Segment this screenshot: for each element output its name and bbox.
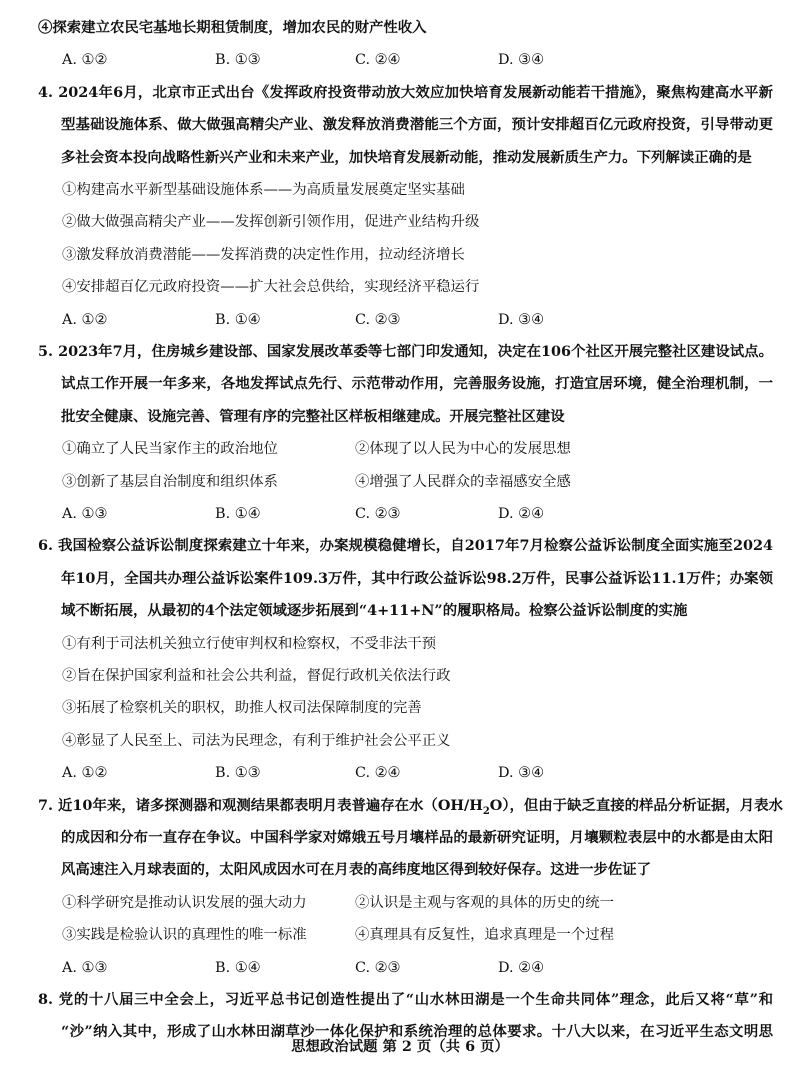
q4-item-3: ③激发释放消费潜能——发挥消费的决定性作用，拉动经济增长 (62, 246, 465, 263)
option-a: A. ①③ (62, 959, 108, 976)
q6-item-4: ④彰显了人民至上、司法为民理念，有利于维护社会公平正义 (62, 732, 451, 749)
q5-item-1: ①确立了人民当家作主的政治地位 (62, 441, 278, 458)
q7-items-row-2 (38, 925, 773, 945)
option-d: D. ②④ (498, 506, 544, 522)
q7-options (38, 958, 773, 978)
q5-items-row-2 (38, 472, 773, 492)
option-b: B. ①③ (215, 52, 261, 69)
option-a: A. ①③ (62, 506, 108, 522)
q7-item-4: ④真理具有反复性，追求真理是一个过程 (355, 927, 615, 944)
option-b: B. ①④ (215, 506, 261, 522)
q3-options (38, 50, 773, 70)
option-c: C. ②③ (355, 506, 401, 522)
q7-item-1: ①科学研究是推动认识发展的强大动力 (62, 894, 307, 911)
q5-item-3: ③创新了基层自治制度和组织体系 (62, 473, 278, 490)
q5-options (38, 504, 773, 524)
option-c: C. ②③ (355, 959, 401, 976)
subscript-2: 2 (482, 805, 490, 817)
option-a: A. ①② (62, 52, 108, 69)
q6-stem-line-2: 年10月，全国共办理公益诉讼案件109.3万件，其中行政公益诉讼98.2万件，民事公益诉讼11.1万件；办案领 (61, 569, 773, 587)
q6-stem-line-1: 6. 我国检察公益诉讼制度探索建立十年来，办案规模稳健增长，自2017年7月检察公益诉讼制度全面实施至2024 (38, 537, 773, 555)
option-d: D. ③④ (498, 765, 544, 782)
option-b: B. ①③ (215, 765, 261, 782)
q7-stem-line-2: 的成因和分布一直存在争议。中国科学家对嫦娥五号月壤样品的最新研究证明，月壤颗粒表层中的水都是由太阳 (61, 829, 773, 846)
q4-item-4: ④安排超百亿元政府投资——扩大社会总供给，实现经济平稳运行 (62, 279, 480, 296)
q7-item-2: ②认识是主观与客观的具体的历史的统一 (355, 894, 615, 911)
q6-stem-line-3: 域不断拓展，从最初的4个法定领域逐步拓展到“4+11+N”的履职格局。检察公益诉讼制度的实施 (61, 602, 688, 620)
q7-item-3: ③实践是检验认识的真理性的唯一标准 (62, 927, 307, 944)
option-c: C. ②④ (355, 52, 401, 69)
option-c: C. ②③ (355, 311, 401, 328)
q5-stem-line-3: 批安全健康、设施完善、管理有序的完整社区样板相继建成。开展完整社区建设 (61, 407, 565, 425)
q7-items-row-1 (38, 893, 773, 913)
q6-item-3: ③拓展了检察机关的职权，助推人权司法保障制度的完善 (62, 700, 422, 717)
q5-items-row-1 (38, 439, 773, 459)
q5-item-4: ④增强了人民群众的幸福感安全感 (355, 473, 571, 490)
option-a: A. ①② (62, 765, 108, 782)
option-b: B. ①④ (215, 959, 261, 976)
q7-stem-line-1 (38, 796, 783, 817)
page-footer: 思想政治试题 第 2 页（共 6 页） (291, 1038, 509, 1055)
q4-item-2: ②做大做强高精尖产业——发挥创新引领作用，促进产业结构升级 (62, 214, 480, 231)
q7-stem-line-1-after: O），但由于缺乏直接的样品分析证据，月表水 (489, 796, 783, 814)
option-d: D. ②④ (498, 959, 544, 976)
q6-item-2: ②旨在保护国家利益和社会公共利益，督促行政机关依法行政 (62, 668, 451, 684)
q4-stem-line-3: 多社会资本投向战略性新兴产业和未来产业，加快培育发展新动能，推动发展新质生产力。下列解读正确的是 (61, 148, 752, 166)
q6-item-1: ①有利于司法机关独立行使审判权和检察权，不受非法干预 (62, 635, 437, 652)
q4-options (38, 310, 773, 330)
q7-stem-line-1-before: 7. 近10年来，诸多探测器和观测结果都表明月表普遍存在水（OH/H (38, 796, 483, 814)
q4-stem-line-1: 4. 2024年6月，北京市正式出台《发挥政府投资带动放大效应加快培育发展新动能若干措施》，聚焦构建高水平新 (38, 83, 773, 101)
q6-options (38, 763, 773, 783)
option-d: D. ③④ (498, 311, 544, 328)
q5-stem-line-1: 5. 2023年7月，住房城乡建设部、国家发展改革委等七部门印发通知，决定在106个社区开展完整社区建设试点。 (38, 343, 773, 360)
q5-item-2: ②体现了以人民为中心的发展思想 (355, 441, 571, 458)
option-b: B. ①④ (215, 311, 261, 328)
q4-item-1: ①构建高水平新型基础设施体系——为高质量发展奠定坚实基础 (62, 182, 465, 198)
option-c: C. ②④ (355, 765, 401, 782)
q8-stem-line-1: 8. 党的十八届三中全会上，习近平总书记创造性提出了“山水林田湖是一个生命共同体”理念，此后又将“草”和 (38, 991, 773, 1008)
q5-stem-line-2: 试点工作开展一年多来，各地发挥试点先行、示范带动作用，完善服务设施，打造宜居环境，健全治理机制，一 (61, 375, 773, 393)
q3-item-4: ④探索建立农民宅基地长期租赁制度，增加农民的财产性收入 (38, 19, 427, 36)
q8-stem-line-2: “沙”纳入其中，形成了山水林田湖草沙一体化保护和系统治理的总体要求。十八大以来，在习近平生态文明思 (61, 1023, 773, 1041)
q7-stem-line-3: 风高速注入月球表面的，太阳风成因水可在月表的高纬度地区得到较好保存。这进一步佐证了 (61, 861, 652, 879)
option-a: A. ①② (62, 311, 108, 328)
option-d: D. ③④ (498, 52, 544, 69)
q4-stem-line-2: 型基础设施体系、做大做强高精尖产业、激发释放消费潜能三个方面，预计安排超百亿元政府投资，引导带动更 (61, 116, 773, 134)
